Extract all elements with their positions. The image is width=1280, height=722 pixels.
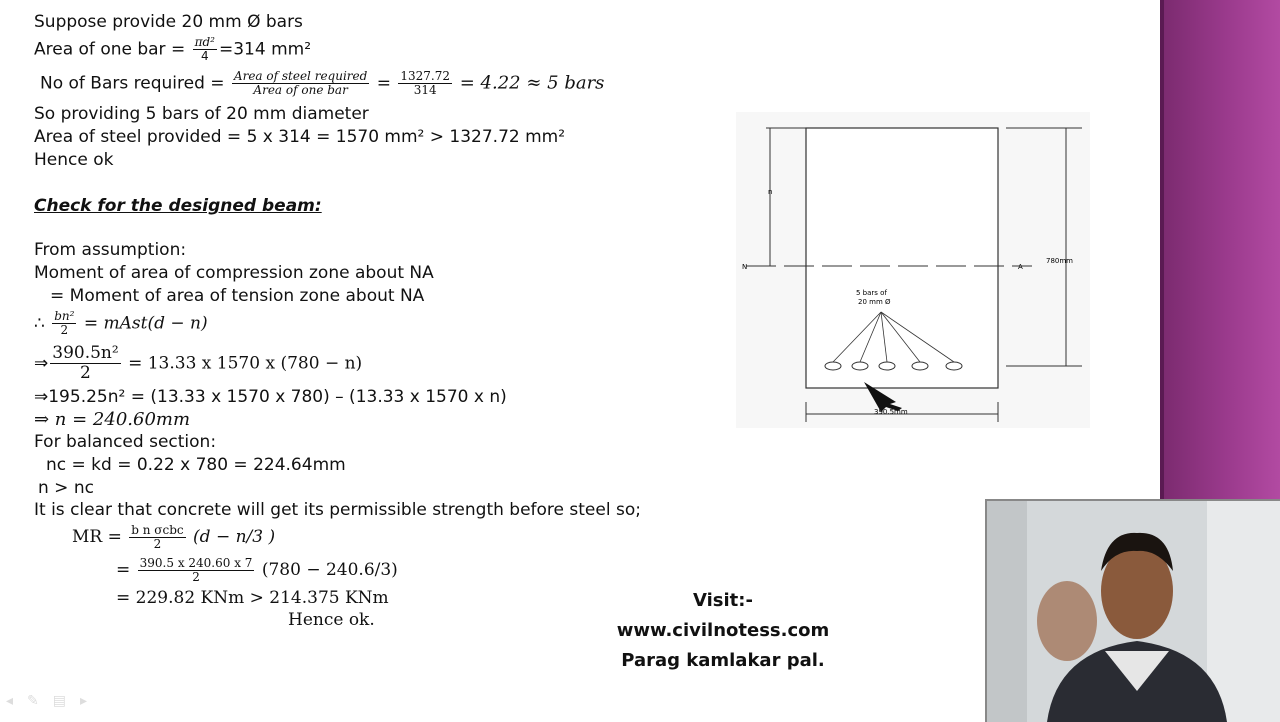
line-n-value: ⇒ n = 240.60mm	[34, 409, 191, 430]
fraction	[232, 70, 369, 97]
pen-icon[interactable]: ✎	[27, 693, 53, 709]
text: =	[371, 73, 397, 94]
n-label: n	[768, 188, 773, 196]
denominator: 2	[192, 570, 200, 584]
denominator: Area of one bar	[253, 83, 348, 97]
width-label: 390.5mm	[874, 408, 908, 416]
presenter-image	[987, 501, 1280, 722]
fraction	[398, 70, 452, 97]
numerator: 390.5 x 240.60 x 7	[139, 556, 253, 570]
numerator: 390.5n²	[52, 343, 119, 363]
na-right-label: A	[1018, 263, 1023, 271]
line-concrete-statement: It is clear that concrete will get its permissible strength before steel so;	[34, 500, 641, 520]
menu-icon[interactable]: ▤	[52, 693, 80, 709]
beam-outline	[806, 128, 998, 388]
line-nc: nc = kd = 0.22 x 780 = 224.64mm	[46, 455, 346, 475]
denominator: 4	[200, 49, 209, 63]
line-providing: So providing 5 bars of 20 mm diameter	[34, 104, 369, 124]
line-bar-size: Suppose provide 20 mm Ø bars	[34, 12, 303, 32]
beam-section-diagram	[736, 112, 1090, 428]
fraction	[138, 557, 255, 584]
text: No of Bars required =	[40, 73, 230, 94]
line-n-gt-nc: n > nc	[38, 478, 94, 498]
fraction	[129, 524, 185, 551]
numerator: bn²	[54, 309, 75, 323]
watermark-site: www.civilnotess.com	[616, 620, 830, 641]
denominator: 2	[153, 537, 162, 551]
line-hence-ok-final: Hence ok.	[288, 610, 375, 630]
text: =	[116, 560, 136, 580]
text: =314 mm²	[219, 39, 312, 60]
denominator: 2	[80, 363, 91, 383]
line-equation-2	[34, 344, 362, 383]
line-mr-values	[116, 557, 398, 584]
line-equation-1	[34, 310, 208, 337]
line-moment-compression: Moment of area of compression zone about NA	[34, 263, 434, 283]
line-no-of-bars	[40, 70, 604, 97]
webcam-overlay	[985, 499, 1280, 722]
line-hence-ok: Hence ok	[34, 150, 114, 170]
text: ⇒	[34, 353, 49, 374]
text: (d − n/3 )	[187, 527, 276, 547]
section-heading: Check for the designed beam:	[34, 196, 322, 216]
text: ∴	[34, 313, 51, 334]
depth-label: 780mm	[1046, 257, 1073, 265]
bars-label-1: 5 bars of	[856, 289, 887, 297]
line-equation-3: ⇒195.25n² = (13.33 x 1570 x 780) – (13.33 x 1570 x n)	[34, 387, 507, 407]
numerator: 1327.72	[400, 69, 451, 83]
text: = 4.22 ≈ 5 bars	[454, 72, 605, 94]
denominator: 2	[60, 323, 69, 337]
line-moment-tension: = Moment of area of tension zone about NA	[50, 286, 425, 306]
text: Area of one bar =	[34, 39, 191, 60]
numerator: b n σcbc	[131, 523, 184, 537]
watermark-author: Parag kamlakar pal.	[621, 650, 825, 671]
text: = 13.33 x 1570 x (780 − n)	[122, 353, 363, 374]
numerator: πd²	[194, 35, 215, 49]
back-arrow-icon[interactable]: ◂	[6, 693, 28, 709]
na-left-label: N	[742, 263, 748, 271]
fraction	[193, 36, 217, 63]
fraction	[50, 344, 120, 383]
line-area-provided: Area of steel provided = 5 x 314 = 1570 mm² > 1327.72 mm²	[34, 127, 566, 147]
watermark-visit: Visit:-	[693, 590, 753, 611]
denominator: 314	[413, 83, 437, 97]
forward-arrow-icon[interactable]: ▸	[80, 693, 102, 709]
line-mr	[72, 524, 275, 551]
fraction	[52, 310, 76, 337]
line-mr-result: = 229.82 KNm > 214.375 KNm	[116, 588, 389, 608]
line-area-one-bar	[34, 36, 311, 63]
line-balanced: For balanced section:	[34, 432, 217, 452]
text: = mAst(d − n)	[78, 313, 208, 334]
line-assumption: From assumption:	[34, 240, 187, 260]
bars-label-2: 20 mm Ø	[858, 298, 891, 306]
text: MR =	[72, 527, 128, 547]
numerator: Area of steel required	[233, 69, 368, 83]
slide-nav-icons	[6, 693, 101, 709]
text: (780 − 240.6/3)	[256, 560, 398, 580]
